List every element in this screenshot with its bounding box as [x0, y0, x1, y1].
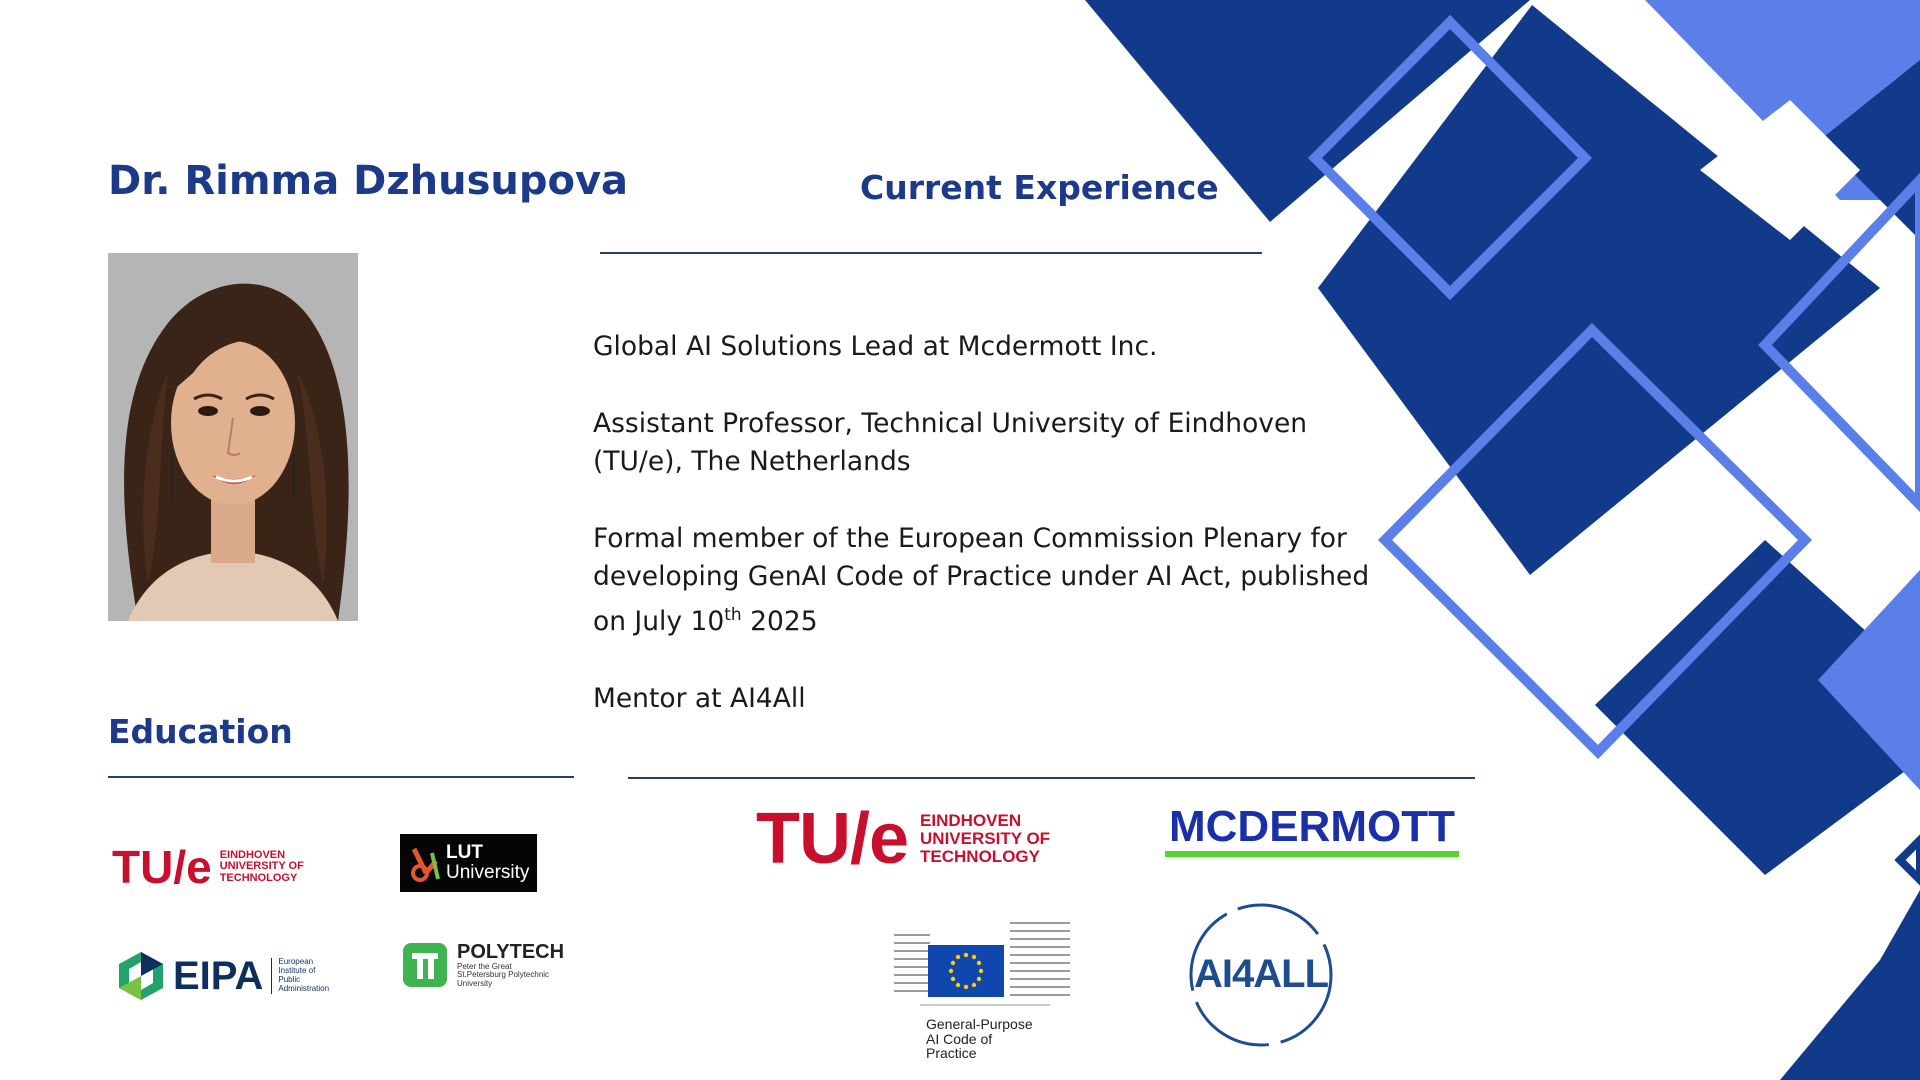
tue-mark: TU/e — [756, 799, 909, 879]
experience-item-text: Global AI Solutions Lead at Mcdermott Inc. — [593, 331, 1158, 362]
tue-line: EINDHOVEN — [920, 811, 1022, 831]
tue-line: EINDHOVEN — [219, 848, 286, 861]
navy-shape-bottom-right — [1780, 890, 1920, 1080]
experience-item — [593, 680, 1383, 718]
polytech-line: St.Petersburg Polytechnic — [457, 970, 550, 980]
mcdermott-logo — [1165, 802, 1459, 857]
eu-flag — [928, 945, 1004, 997]
education-divider — [108, 776, 574, 778]
tue-logo-large — [756, 798, 1050, 880]
eipa-line: European — [278, 957, 314, 967]
experience-item-text: Assistant Professor, Technical University of Eindhoven (TU/e), The Netherlands — [593, 408, 1308, 477]
tue-logo-small — [112, 840, 304, 894]
eipa-hexagon-icon — [115, 950, 167, 1002]
polytech-mark: POLYTECH — [457, 941, 565, 963]
eu-code-logo — [890, 905, 1080, 1061]
polytech-line: University — [457, 978, 493, 988]
eipa-line: Administration — [278, 983, 330, 993]
tue-mark: TU/e — [112, 841, 212, 893]
ordinal-suffix: th — [724, 605, 742, 625]
tue-line: TECHNOLOGY — [920, 846, 1040, 866]
tue-line: UNIVERSITY OF — [920, 829, 1051, 849]
experience-divider — [600, 252, 1262, 254]
polytech-symbol-icon — [403, 943, 447, 987]
experience-heading: Current Experience — [860, 168, 1219, 207]
eipa-mark: EIPA — [173, 953, 264, 998]
experience-item-text: Formal member of the European Commission Plenary for developing GenAI Code of Practice under AI Act, published on July 10 — [593, 523, 1370, 637]
ai4all-mark: AI4ALL — [1194, 952, 1328, 996]
experience-item — [593, 405, 1383, 481]
tue-line: TECHNOLOGY — [219, 871, 298, 884]
lut-logo — [400, 834, 537, 892]
eu-code-line: General-Purpose — [926, 1016, 1033, 1032]
experience-list — [593, 328, 1383, 757]
affiliations-divider — [628, 777, 1475, 779]
portrait-illustration — [108, 253, 358, 621]
eu-code-line: Practice — [926, 1045, 977, 1062]
experience-item-year: 2025 — [741, 605, 818, 637]
lut-symbol-icon — [406, 843, 442, 883]
outline-diamond-corner — [1900, 840, 1920, 880]
polytech-line: Peter the Great — [457, 962, 512, 971]
eipa-line: Public — [278, 975, 301, 984]
experience-item — [593, 520, 1383, 641]
education-heading: Education — [108, 712, 293, 751]
polytech-logo — [403, 942, 564, 988]
lut-line: LUT — [446, 842, 483, 864]
eu-code-line: AI Code of — [926, 1030, 993, 1047]
eipa-logo — [115, 950, 329, 1002]
experience-item — [593, 328, 1383, 366]
tue-line: UNIVERSITY OF — [219, 860, 304, 873]
portrait-photo — [108, 253, 358, 621]
profile-name: Dr. Rimma Dzhusupova — [108, 158, 629, 204]
experience-item-text: Mentor at AI4All — [593, 682, 806, 714]
mcdermott-mark: MCDERMOTT — [1165, 805, 1459, 857]
eu-building-icon — [890, 905, 1080, 1013]
eipa-line: Institute of — [278, 966, 316, 976]
lut-line: University — [446, 862, 530, 883]
ai4all-logo — [1186, 900, 1336, 1050]
